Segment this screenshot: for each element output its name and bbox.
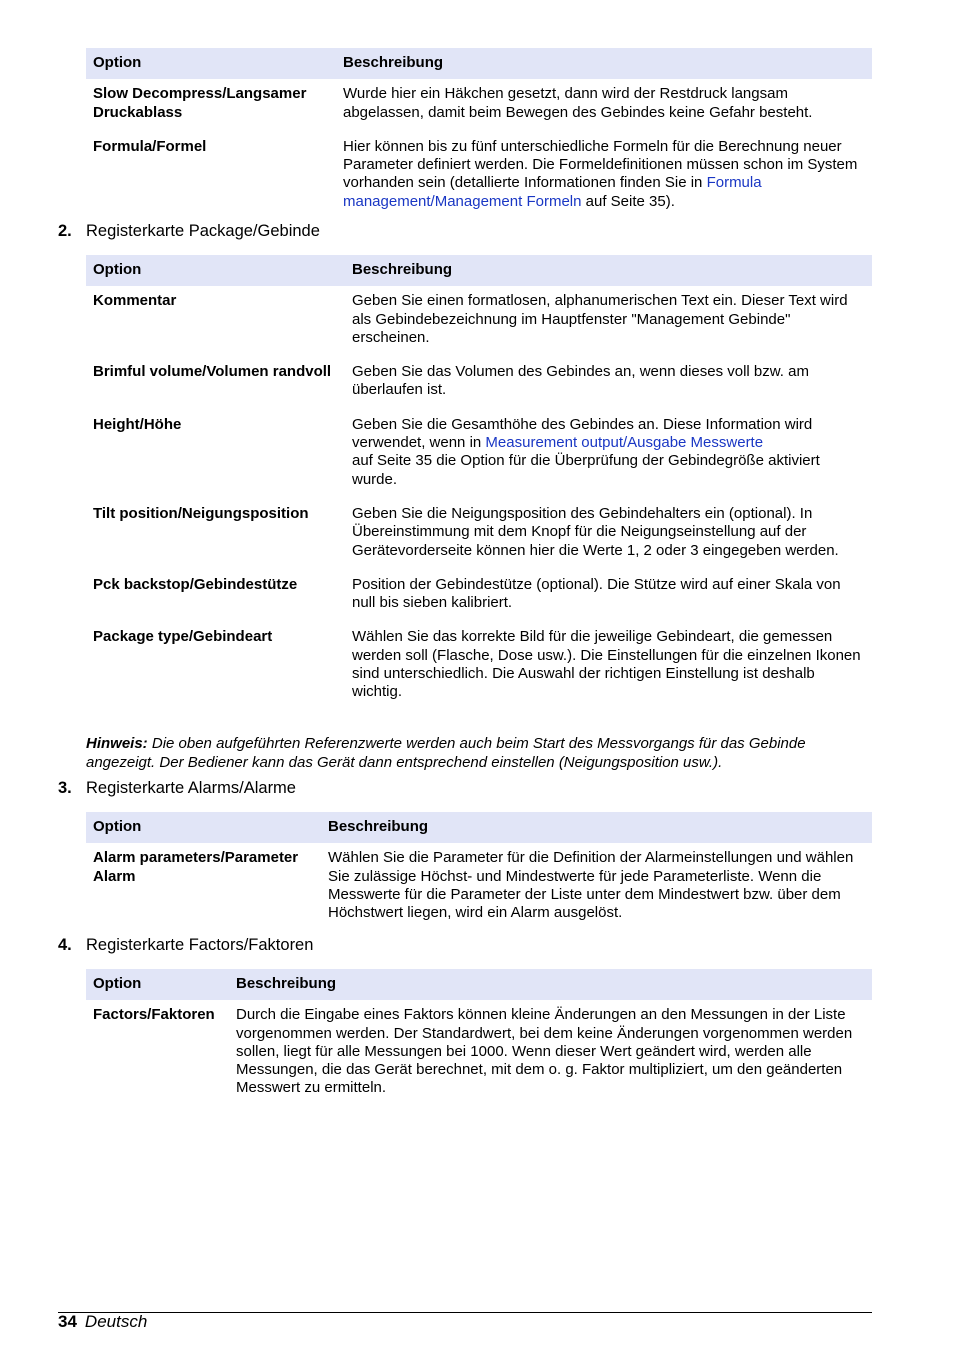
table-header xyxy=(86,255,872,286)
description-cell: Durch die Eingabe eines Faktors können kleine Änderungen an den Messungen in der Liste vorgenommen werden. Der Standardwert, bei dem keine Änderungen vorgenommen werden sollen, liegt für alle Messungen bei 1000. Wenn dieser Wert geändert wird, werden alle Messungen, die das Gerät berechnet, mit dem o. g. Faktor multipliziert, um den geänderten Messwert zu ermitteln. xyxy=(236,1006,853,1097)
table-row xyxy=(86,286,872,357)
footer-language: Deutsch xyxy=(84,1312,148,1331)
description-text: auf Seite 35). xyxy=(581,192,675,210)
page-footer xyxy=(58,1312,147,1332)
option-cell: Slow Decompress/Langsamer Druckablass xyxy=(93,85,307,121)
description-cell xyxy=(345,410,872,499)
description-text: Geben Sie die Gesamthöhe des Gebindes an. Diese Information wird verwendet, wenn in xyxy=(352,415,813,452)
description-header: Beschreibung xyxy=(229,969,872,1000)
table-row xyxy=(86,132,872,221)
factors-options-table xyxy=(86,969,872,1108)
table-row xyxy=(86,622,872,711)
step-label: Registerkarte Package/Gebinde xyxy=(86,222,320,240)
step-number: 2. xyxy=(58,222,72,240)
table-row xyxy=(86,357,872,410)
table-header xyxy=(86,969,872,1000)
option-cell: Factors/Faktoren xyxy=(93,1006,215,1024)
footer-divider xyxy=(58,1312,872,1313)
package-options-table xyxy=(86,255,872,712)
step-alarms-tab xyxy=(58,779,296,798)
option-cell: Formula/Formel xyxy=(93,137,207,155)
formula-options-table xyxy=(86,48,872,221)
table-row xyxy=(86,499,872,570)
description-cell: Wählen Sie das korrekte Bild für die jeweilige Gebindeart, die gemessen werden soll (Flasche, Dose usw.). Die Einstellungen für die einzelnen Ikonen sind unterschiedlich. Die Auswahl der richtigen Einstellung ist deshalb wichtig. xyxy=(352,628,861,701)
option-cell: Package type/Gebindeart xyxy=(93,628,273,646)
option-cell: Height/Höhe xyxy=(93,415,182,433)
formula-management-link[interactable]: Formula management/Management Formeln xyxy=(343,174,762,210)
note-label: Hinweis: xyxy=(86,735,148,752)
description-header: Beschreibung xyxy=(321,812,872,843)
description-cell: Geben Sie einen formatlosen, alphanumerischen Text ein. Dieser Text wird als Gebindebezeichnung im Hauptfenster "Management Gebinde" erscheinen. xyxy=(352,292,848,346)
description-cell: Geben Sie die Neigungsposition des Gebindehalters ein (optional). In Übereinstimmung mit dem Knopf für die Neigungseinstellung auf der Gerätevorderseite können hier die Werte 1, 2 oder 3 eingegeben werden. xyxy=(352,504,839,559)
description-header: Beschreibung xyxy=(345,255,872,286)
step-package-tab xyxy=(58,222,320,241)
table-row xyxy=(86,79,872,132)
description-text: auf Seite 35 die Option für die Überprüfung der Gebindegröße aktiviert wurde. xyxy=(352,452,820,488)
table-row xyxy=(86,410,872,499)
note-text: Die oben aufgeführten Referenzwerte werden auch beim Start des Messvorgangs für das Gebinde angezeigt. Der Bediener kann das Gerät dann entsprechend einstellen (Neigungsposition usw.). xyxy=(86,735,806,771)
table-row xyxy=(86,570,872,623)
description-cell: Wählen Sie die Parameter für die Definition der Alarmeinstellungen und wählen Sie zulässige Höchst- und Mindestwerte für jede Parameterliste. Wenn die Messwerte für die Parameter der Liste unter dem Mindestwert bzw. über dem Höchstwert liegen, wird ein Alarm ausgelöst. xyxy=(328,849,854,922)
page-number: 34 xyxy=(58,1312,77,1331)
option-header: Option xyxy=(86,812,321,843)
step-number: 4. xyxy=(58,936,72,954)
table-header xyxy=(86,48,872,79)
option-cell: Kommentar xyxy=(93,292,177,310)
description-text: Hier können bis zu fünf unterschiedliche Formeln für die Berechnung neuer Parameter definiert werden. Die Formeldefinitionen müssen schon im System vorhanden sein (detallierte Informationen finden Sie in xyxy=(343,137,858,192)
alarms-options-table xyxy=(86,812,872,932)
option-cell: Pck backstop/Gebindestütze xyxy=(93,575,298,593)
table-row xyxy=(86,843,872,932)
table-header xyxy=(86,812,872,843)
option-header: Option xyxy=(86,48,336,79)
table-row xyxy=(86,1000,872,1107)
description-cell: Wurde hier ein Häkchen gesetzt, dann wird der Restdruck langsam abgelassen, damit beim Bewegen des Gebindes keine Gefahr besteht. xyxy=(343,85,813,121)
step-number: 3. xyxy=(58,779,72,797)
step-label: Registerkarte Factors/Faktoren xyxy=(86,936,314,954)
option-cell: Brimful volume/Volumen randvoll xyxy=(93,363,332,381)
description-cell: Position der Gebindestütze (optional). Die Stütze wird auf einer Skala von null bis sieben kalibriert. xyxy=(352,575,841,612)
step-label: Registerkarte Alarms/Alarme xyxy=(86,779,296,797)
option-header: Option xyxy=(86,969,229,1000)
measurement-output-link[interactable]: Measurement output/Ausgabe Messwerte xyxy=(485,434,764,452)
option-cell: Tilt position/Neigungsposition xyxy=(93,504,309,522)
option-header: Option xyxy=(86,255,345,286)
description-cell: Geben Sie das Volumen des Gebindes an, wenn dieses voll bzw. am überlaufen ist. xyxy=(352,363,809,399)
option-cell: Alarm parameters/Parameter Alarm xyxy=(93,849,299,885)
note-paragraph xyxy=(86,735,876,772)
description-header: Beschreibung xyxy=(336,48,872,79)
step-factors-tab xyxy=(58,936,313,955)
description-cell xyxy=(336,132,872,221)
